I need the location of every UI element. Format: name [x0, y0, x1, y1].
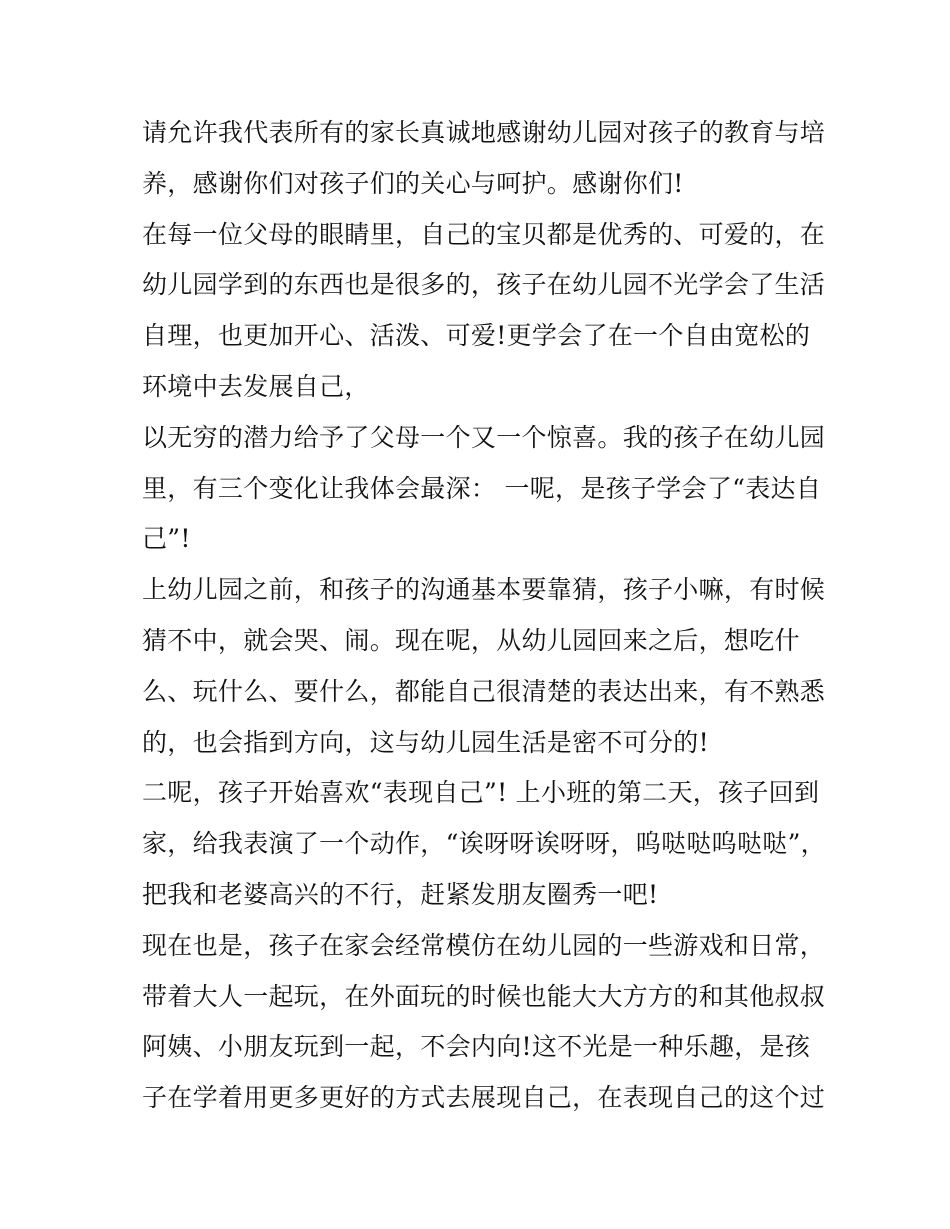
text-line: 带着大人一起玩，在外面玩的时候也能大大方方的和其他叔叔: [142, 981, 826, 1011]
text-line: 的，也会指到方向，这与幼儿园生活是密不可分的!: [142, 727, 709, 757]
text-line: 养，感谢你们对孩子们的关心与呵护。感谢你们!: [142, 168, 684, 198]
text-line: 子在学着用更多更好的方式去展现自己，在表现自己的这个过: [142, 1083, 826, 1113]
text-line: 环境中去发展自己，: [142, 371, 370, 401]
text-line: 自理，也更加开心、活泼、可爱!更学会了在一个自由宽松的: [142, 321, 811, 351]
document-body: [142, 108, 826, 1124]
text-line: 请允许我代表所有的家长真诚地感谢幼儿园对孩子的教育与培: [142, 118, 826, 147]
text-line: 里，有三个变化让我体会最深： 一呢，是孩子学会了“表达自: [142, 473, 822, 503]
text-line: 以无穷的潜力给予了父母一个又一个惊喜。我的孩子在幼儿园: [142, 422, 826, 452]
text-line: 家，给我表演了一个动作，“诶呀呀诶呀呀，呜哒哒呜哒哒”，: [142, 829, 826, 859]
text-line: 己”!: [142, 524, 191, 554]
text-line: 阿姨、小朋友玩到一起，不会内向!这不光是一种乐趣，是孩: [142, 1032, 811, 1062]
text-line: 幼儿园学到的东西也是很多的，孩子在幼儿园不光学会了生活: [142, 270, 826, 300]
text-line: 在每一位父母的眼睛里，自己的宝贝都是优秀的、可爱的，在: [142, 219, 826, 249]
text-line: 把我和老婆高兴的不行，赶紧发朋友圈秀一吧!: [142, 879, 659, 909]
text-line: 么、玩什么、要什么，都能自己很清楚的表达出来，有不熟悉: [142, 676, 826, 706]
text-line: 上幼儿园之前，和孩子的沟通基本要靠猜，孩子小嘛，有时候: [142, 575, 826, 605]
text-line: 二呢，孩子开始喜欢“表现自己”! 上小班的第二天，孩子回到: [142, 778, 820, 808]
text-line: 现在也是，孩子在家会经常模仿在幼儿园的一些游戏和日常，: [142, 930, 826, 960]
text-line: 猜不中，就会哭、闹。现在呢，从幼儿园回来之后，想吃什: [142, 625, 800, 655]
